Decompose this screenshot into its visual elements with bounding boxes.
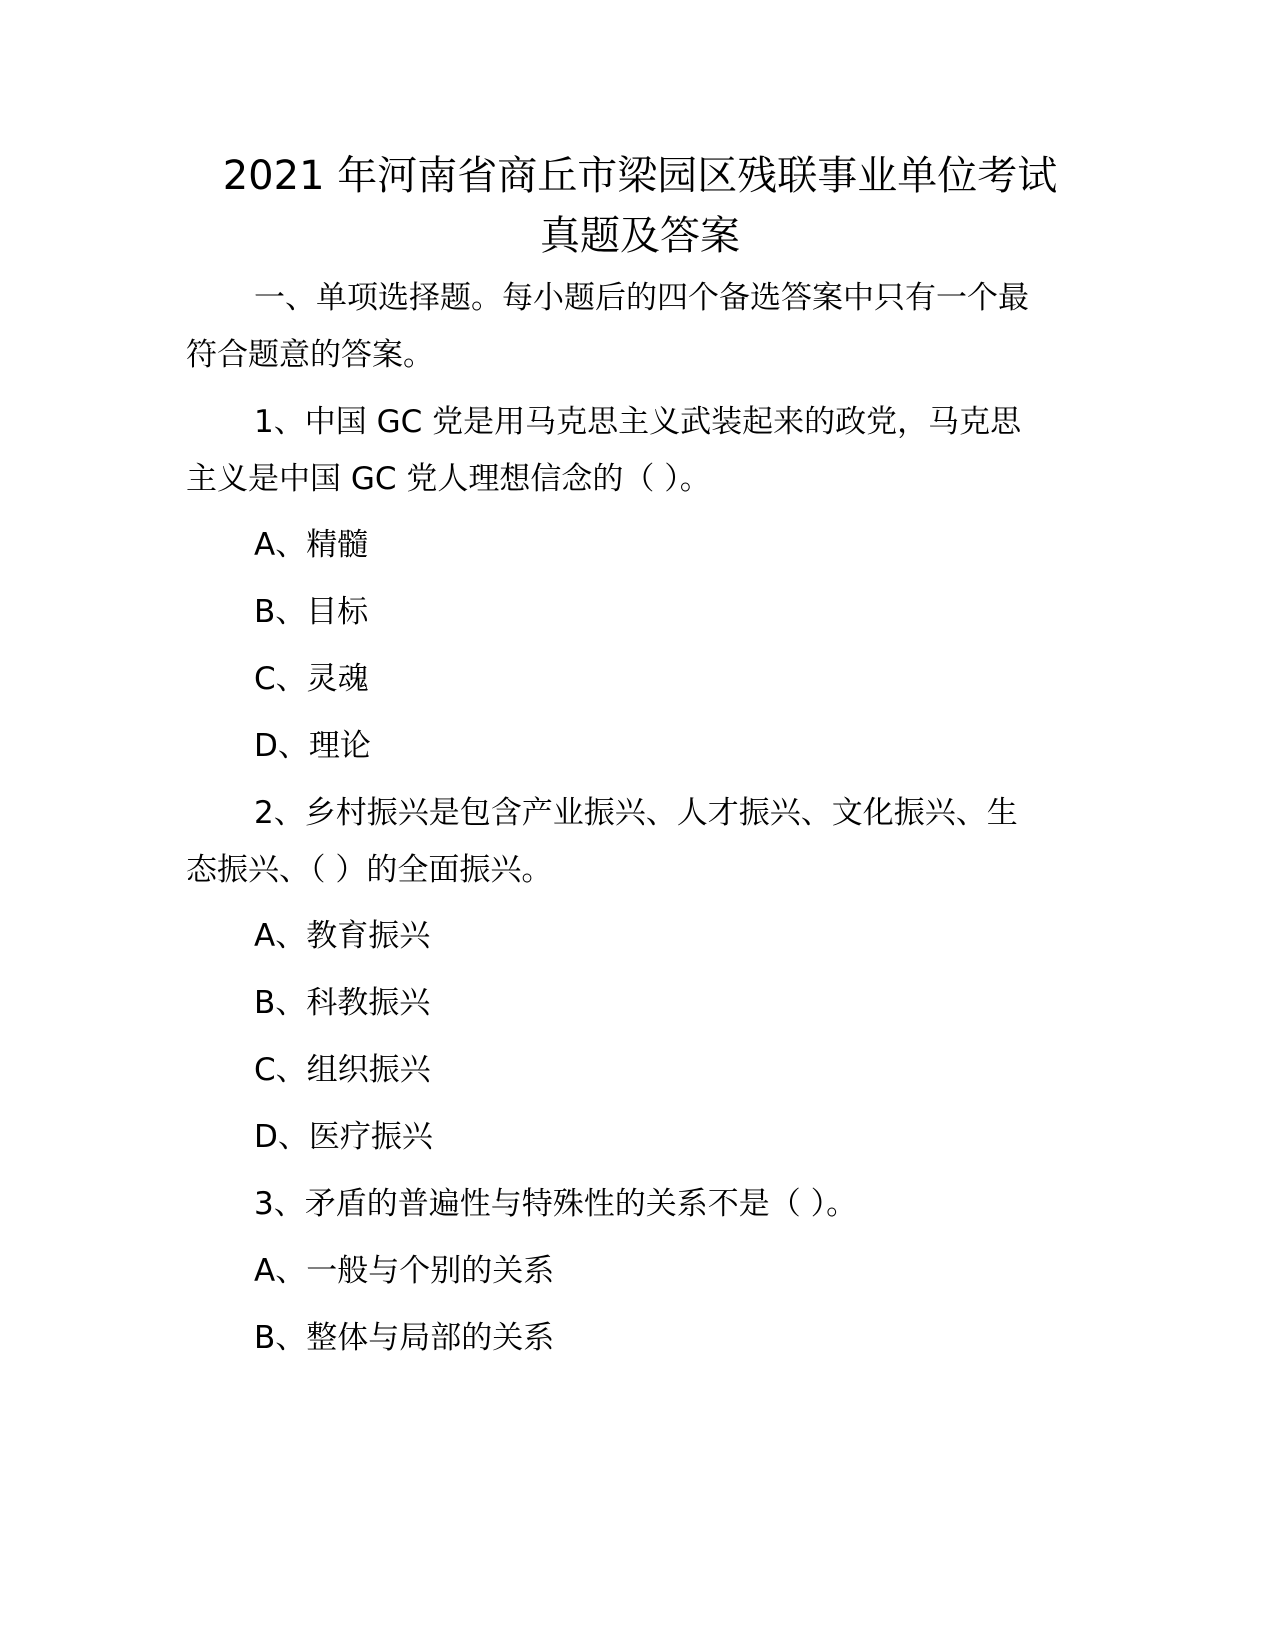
question-3-line-1: 3、矛盾的普遍性与特殊性的关系不是（ ）。 [254, 1186, 858, 1222]
question-2-line-2: 态振兴、（ ）的全面振兴。 [186, 852, 553, 888]
title-line-1: 2021 年河南省商丘市梁园区残联事业单位考试 [222, 153, 1058, 199]
title-line-2: 真题及答案 [540, 213, 740, 259]
question-3-option-a: A、一般与个别的关系 [254, 1253, 555, 1289]
question-2-option-c: C、组织振兴 [254, 1052, 431, 1088]
question-2-option-d: D、医疗振兴 [254, 1119, 433, 1155]
question-1-line-1: 1、中国 GC 党是用马克思主义武装起来的政党，马克思 [254, 404, 1022, 440]
question-2-line-1: 2、乡村振兴是包含产业振兴、人才振兴、文化振兴、生 [254, 795, 1018, 831]
question-1-option-c: C、灵魂 [254, 661, 369, 697]
section-heading-line-2: 符合题意的答案。 [186, 337, 434, 373]
section-heading-line-1: 一、单项选择题。每小题后的四个备选答案中只有一个最 [254, 280, 1029, 316]
question-1-option-a: A、精髓 [254, 527, 369, 563]
question-1-option-d: D、理论 [254, 728, 371, 764]
question-1-option-b: B、目标 [254, 594, 369, 630]
question-3-option-b: B、整体与局部的关系 [254, 1320, 555, 1356]
document-title [160, 146, 1120, 266]
question-1-line-2: 主义是中国 GC 党人理想信念的（ ）。 [186, 461, 711, 497]
question-2-option-a: A、教育振兴 [254, 918, 431, 954]
question-2-option-b: B、科教振兴 [254, 985, 431, 1021]
